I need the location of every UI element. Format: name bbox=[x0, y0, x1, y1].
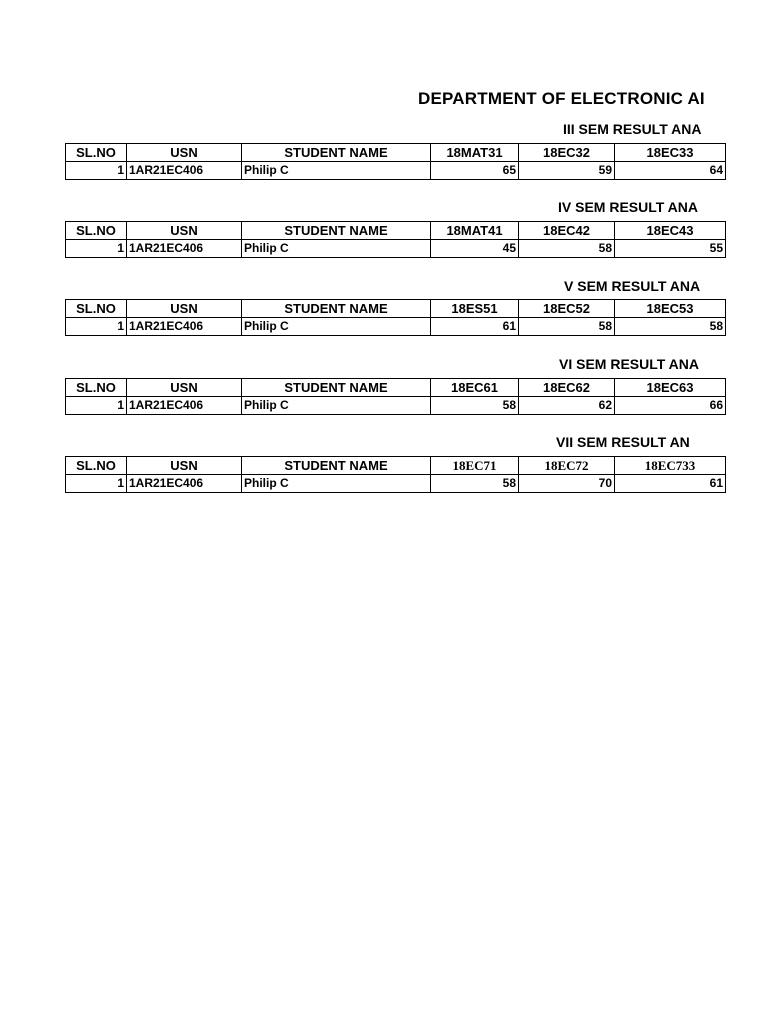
mark-cell: 61 bbox=[615, 475, 726, 493]
header-subject-3: 18EC63 bbox=[615, 379, 726, 397]
table-row bbox=[66, 162, 726, 180]
mark-cell: 70 bbox=[519, 475, 615, 493]
header-student-name: STUDENT NAME bbox=[242, 222, 431, 240]
header-sl-no: SL.NO bbox=[66, 379, 127, 397]
mark-cell: 61 bbox=[431, 318, 519, 336]
section-title-iv: IV SEM RESULT ANA bbox=[558, 199, 699, 215]
mark-cell: 58 bbox=[431, 397, 519, 415]
header-subject-1: 18EC61 bbox=[431, 379, 519, 397]
mark-cell: 64 bbox=[615, 162, 726, 180]
mark-cell: 58 bbox=[431, 475, 519, 493]
mark-cell: 58 bbox=[519, 318, 615, 336]
mark-cell: 62 bbox=[519, 397, 615, 415]
header-subject-3: 18EC733 bbox=[615, 457, 726, 475]
header-usn: USN bbox=[127, 379, 242, 397]
usn-cell: 1AR21EC406 bbox=[127, 162, 242, 180]
header-subject-2: 18EC42 bbox=[519, 222, 615, 240]
sl-no-cell: 1 bbox=[66, 397, 127, 415]
table-row bbox=[66, 318, 726, 336]
results-table-vii bbox=[65, 456, 726, 493]
student-name-cell: Philip C bbox=[242, 397, 431, 415]
section-title-iii: III SEM RESULT ANA bbox=[563, 121, 702, 137]
header-sl-no: SL.NO bbox=[66, 222, 127, 240]
usn-cell: 1AR21EC406 bbox=[127, 397, 242, 415]
student-name-cell: Philip C bbox=[242, 475, 431, 493]
section-title-v: V SEM RESULT ANA bbox=[564, 278, 701, 294]
mark-cell: 58 bbox=[519, 240, 615, 258]
header-usn: USN bbox=[127, 457, 242, 475]
student-name-cell: Philip C bbox=[242, 162, 431, 180]
usn-cell: 1AR21EC406 bbox=[127, 318, 242, 336]
header-subject-3: 18EC53 bbox=[615, 300, 726, 318]
header-usn: USN bbox=[127, 222, 242, 240]
header-subject-1: 18MAT41 bbox=[431, 222, 519, 240]
header-sl-no: SL.NO bbox=[66, 457, 127, 475]
sl-no-cell: 1 bbox=[66, 475, 127, 493]
header-sl-no: SL.NO bbox=[66, 144, 127, 162]
header-student-name: STUDENT NAME bbox=[242, 457, 431, 475]
table-row bbox=[66, 240, 726, 258]
header-subject-2: 18EC32 bbox=[519, 144, 615, 162]
mark-cell: 55 bbox=[615, 240, 726, 258]
header-subject-1: 18MAT31 bbox=[431, 144, 519, 162]
header-usn: USN bbox=[127, 300, 242, 318]
table-row bbox=[66, 475, 726, 493]
usn-cell: 1AR21EC406 bbox=[127, 475, 242, 493]
results-table-vi bbox=[65, 378, 726, 415]
sl-no-cell: 1 bbox=[66, 162, 127, 180]
header-student-name: STUDENT NAME bbox=[242, 144, 431, 162]
header-subject-3: 18EC33 bbox=[615, 144, 726, 162]
usn-cell: 1AR21EC406 bbox=[127, 240, 242, 258]
sl-no-cell: 1 bbox=[66, 318, 127, 336]
mark-cell: 59 bbox=[519, 162, 615, 180]
header-usn: USN bbox=[127, 144, 242, 162]
mark-cell: 58 bbox=[615, 318, 726, 336]
header-subject-2: 18EC72 bbox=[519, 457, 615, 475]
results-table-iv bbox=[65, 221, 726, 258]
header-subject-2: 18EC62 bbox=[519, 379, 615, 397]
table-header-row bbox=[66, 300, 726, 318]
header-subject-1: 18EC71 bbox=[431, 457, 519, 475]
header-sl-no: SL.NO bbox=[66, 300, 127, 318]
header-student-name: STUDENT NAME bbox=[242, 300, 431, 318]
student-name-cell: Philip C bbox=[242, 240, 431, 258]
header-subject-1: 18ES51 bbox=[431, 300, 519, 318]
section-title-vi: VI SEM RESULT ANA bbox=[559, 356, 700, 372]
mark-cell: 45 bbox=[431, 240, 519, 258]
results-table-iii bbox=[65, 143, 726, 180]
mark-cell: 66 bbox=[615, 397, 726, 415]
student-name-cell: Philip C bbox=[242, 318, 431, 336]
header-student-name: STUDENT NAME bbox=[242, 379, 431, 397]
table-header-row bbox=[66, 222, 726, 240]
results-table-v bbox=[65, 299, 726, 336]
department-title: DEPARTMENT OF ELECTRONIC AI bbox=[418, 89, 705, 108]
table-header-row bbox=[66, 379, 726, 397]
mark-cell: 65 bbox=[431, 162, 519, 180]
sl-no-cell: 1 bbox=[66, 240, 127, 258]
header-subject-2: 18EC52 bbox=[519, 300, 615, 318]
section-title-vii: VII SEM RESULT AN bbox=[556, 434, 690, 450]
header-subject-3: 18EC43 bbox=[615, 222, 726, 240]
table-header-row bbox=[66, 144, 726, 162]
table-row bbox=[66, 397, 726, 415]
table-header-row bbox=[66, 457, 726, 475]
